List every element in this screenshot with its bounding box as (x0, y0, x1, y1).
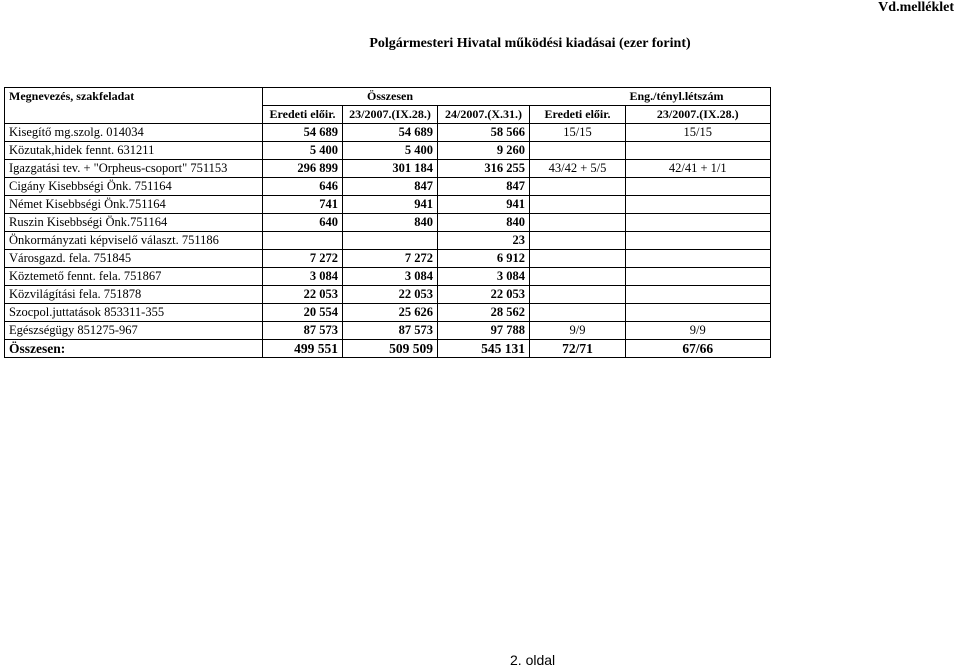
value-mod2: 941 (438, 196, 530, 214)
table-row (5, 286, 771, 304)
headcount-original: 43/42 + 5/5 (530, 160, 626, 178)
value-original: 20 554 (263, 304, 343, 322)
value-mod2: 22 053 (438, 286, 530, 304)
headcount-mod (626, 250, 771, 268)
value-original: 741 (263, 196, 343, 214)
row-label: Igazgatási tev. + "Orpheus-csoport" 751153 (5, 160, 263, 178)
headcount-mod (626, 142, 771, 160)
row-label: Közvilágítási fela. 751878 (5, 286, 263, 304)
value-mod1: 941 (343, 196, 438, 214)
headcount-mod (626, 304, 771, 322)
budget-table (4, 87, 771, 358)
header-mod2: 24/2007.(X.31.) (438, 106, 530, 124)
header-hc-original: Eredeti előir. (530, 106, 626, 124)
value-mod2: 23 (438, 232, 530, 250)
headcount-mod: 15/15 (626, 124, 771, 142)
headcount-original (530, 286, 626, 304)
row-label: Kisegítő mg.szolg. 014034 (5, 124, 263, 142)
headcount-original (530, 232, 626, 250)
headcount-original (530, 178, 626, 196)
value-mod1: 7 272 (343, 250, 438, 268)
header-row-1 (5, 88, 771, 106)
table-row (5, 124, 771, 142)
headcount-mod: 42/41 + 1/1 (626, 160, 771, 178)
value-mod1 (343, 232, 438, 250)
table-row (5, 178, 771, 196)
value-mod1: 25 626 (343, 304, 438, 322)
value-original: 646 (263, 178, 343, 196)
annex-label: Vd.melléklet (878, 0, 954, 15)
headcount-original (530, 142, 626, 160)
page-title: Polgármesteri Hivatal működési kiadásai (ezer forint) (369, 36, 691, 51)
value-original: 296 899 (263, 160, 343, 178)
headcount-mod: 9/9 (626, 322, 771, 340)
value-mod2: 545 131 (438, 340, 530, 358)
value-original (263, 232, 343, 250)
headcount-original (530, 214, 626, 232)
value-mod2: 97 788 (438, 322, 530, 340)
value-mod2: 6 912 (438, 250, 530, 268)
table-body (5, 88, 771, 358)
header-mod1: 23/2007.(IX.28.) (343, 106, 438, 124)
value-mod2: 847 (438, 178, 530, 196)
table-row (5, 304, 771, 322)
row-label: Szocpol.juttatások 853311-355 (5, 304, 263, 322)
headcount-original (530, 268, 626, 286)
value-mod1: 509 509 (343, 340, 438, 358)
row-label: Egészségügy 851275-967 (5, 322, 263, 340)
table-row (5, 322, 771, 340)
value-mod1: 847 (343, 178, 438, 196)
header-hc-mod: 23/2007.(IX.28.) (626, 106, 771, 124)
value-mod1: 54 689 (343, 124, 438, 142)
headcount-mod (626, 268, 771, 286)
row-label: Összesen: (5, 340, 263, 358)
headcount-mod (626, 232, 771, 250)
page-number: 2. oldal (510, 652, 556, 668)
value-mod1: 5 400 (343, 142, 438, 160)
headcount-original: 72/71 (530, 340, 626, 358)
headcount-mod (626, 196, 771, 214)
value-original: 640 (263, 214, 343, 232)
value-mod2: 840 (438, 214, 530, 232)
table-row (5, 268, 771, 286)
row-label: Ruszin Kisebbségi Önk.751164 (5, 214, 263, 232)
row-label: Német Kisebbségi Önk.751164 (5, 196, 263, 214)
value-mod1: 840 (343, 214, 438, 232)
headcount-mod (626, 286, 771, 304)
value-original: 7 272 (263, 250, 343, 268)
value-mod2: 3 084 (438, 268, 530, 286)
total-row (5, 340, 771, 358)
table-row (5, 142, 771, 160)
headcount-mod (626, 214, 771, 232)
row-label: Városgazd. fela. 751845 (5, 250, 263, 268)
headcount-original (530, 304, 626, 322)
headcount-original: 9/9 (530, 322, 626, 340)
value-original: 22 053 (263, 286, 343, 304)
value-mod2: 58 566 (438, 124, 530, 142)
table-row (5, 232, 771, 250)
headcount-mod (626, 178, 771, 196)
value-original: 499 551 (263, 340, 343, 358)
value-original: 87 573 (263, 322, 343, 340)
headcount-original (530, 250, 626, 268)
headcount-original: 15/15 (530, 124, 626, 142)
value-original: 5 400 (263, 142, 343, 160)
value-mod1: 22 053 (343, 286, 438, 304)
row-label: Köztemető fennt. fela. 751867 (5, 268, 263, 286)
header-original: Eredeti előir. (263, 106, 343, 124)
value-original: 54 689 (263, 124, 343, 142)
row-label: Közutak,hidek fennt. 631211 (5, 142, 263, 160)
row-label: Cigány Kisebbségi Önk. 751164 (5, 178, 263, 196)
header-headcount-group: Eng./tényl.létszám (626, 88, 771, 106)
value-mod2: 28 562 (438, 304, 530, 322)
value-original: 3 084 (263, 268, 343, 286)
headcount-mod: 67/66 (626, 340, 771, 358)
header-total-group: Összesen (343, 88, 438, 106)
table-row (5, 250, 771, 268)
table-row (5, 160, 771, 178)
header-name: Megnevezés, szakfeladat (5, 88, 263, 106)
header-row-2 (5, 106, 771, 124)
value-mod1: 87 573 (343, 322, 438, 340)
value-mod1: 301 184 (343, 160, 438, 178)
table-row (5, 196, 771, 214)
value-mod2: 316 255 (438, 160, 530, 178)
value-mod2: 9 260 (438, 142, 530, 160)
headcount-original (530, 196, 626, 214)
value-mod1: 3 084 (343, 268, 438, 286)
row-label: Önkormányzati képviselő választ. 751186 (5, 232, 263, 250)
table-row (5, 214, 771, 232)
